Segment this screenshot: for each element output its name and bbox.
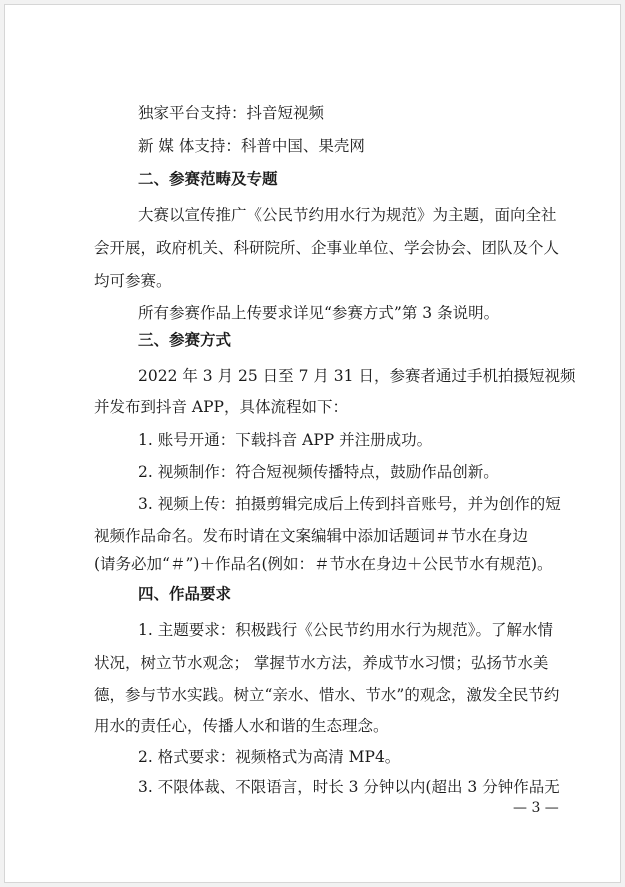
paragraph-line: 用水的责任心，传播人水和谐的生态理念。 bbox=[94, 717, 389, 735]
paragraph-line: 德，参与节水实践。树立“亲水、惜水、节水”的观念，激发全民节约 bbox=[94, 686, 560, 704]
list-item-3: 3. 视频上传：拍摄剪辑完成后上传到抖音账号，并为创作的短 bbox=[138, 495, 561, 513]
list-item-2: 2. 格式要求：视频格式为高清 MP4。 bbox=[138, 748, 401, 766]
paragraph-line: 并发布到抖音 APP，具体流程如下： bbox=[94, 398, 348, 416]
media-support-line: 新 媒 体支持：科普中国、果壳网 bbox=[138, 137, 365, 155]
paragraph-line: 均可参赛。 bbox=[94, 272, 172, 290]
paragraph-line: 会开展，政府机关、科研院所、企事业单位、学会协会、团队及个人 bbox=[94, 239, 560, 257]
list-item-2: 2. 视频制作：符合短视频传播特点，鼓励作品创新。 bbox=[138, 463, 499, 481]
list-item-1: 1. 主题要求：积极践行《公民节约用水行为规范》。了解水情 bbox=[138, 621, 553, 639]
page-number: — 3 — bbox=[513, 800, 559, 816]
paragraph-line: 状况，树立节水观念； 掌握节水方法，养成节水习惯；弘扬节水美 bbox=[94, 654, 549, 672]
paragraph-line: 视频作品命名。发布时请在文案编辑中添加话题词＃节水在身边 bbox=[94, 527, 529, 545]
paragraph-line: 所有参赛作品上传要求详见“参赛方式”第 3 条说明。 bbox=[138, 304, 500, 322]
section-heading-method: 三、参赛方式 bbox=[138, 330, 232, 349]
paragraph-line: 2022 年 3 月 25 日至 7 月 31 日，参赛者通过手机拍摄短视频 bbox=[138, 367, 576, 385]
section-heading-scope: 二、参赛范畴及专题 bbox=[138, 169, 278, 188]
paragraph-line: (请务必加“＃”)＋作品名(例如：＃节水在身边＋公民节水有规范)。 bbox=[94, 555, 553, 573]
document-page bbox=[4, 4, 621, 883]
paragraph-line: 大赛以宣传推广《公民节约用水行为规范》为主题，面向全社 bbox=[138, 206, 557, 224]
platform-support-line: 独家平台支持：抖音短视频 bbox=[138, 104, 325, 122]
list-item-1: 1. 账号开通：下载抖音 APP 并注册成功。 bbox=[138, 431, 433, 449]
list-item-3: 3. 不限体裁、不限语言，时长 3 分钟以内(超出 3 分钟作品无 bbox=[138, 778, 560, 796]
section-heading-requirements: 四、作品要求 bbox=[138, 584, 232, 603]
